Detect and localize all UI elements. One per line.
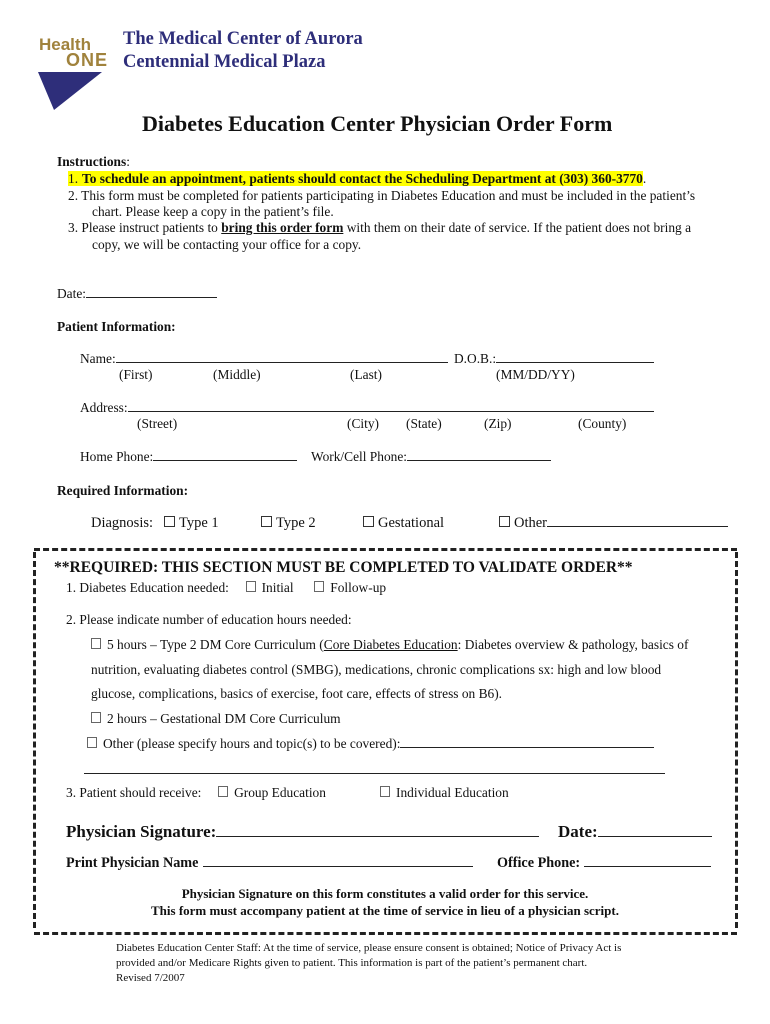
first-caption: (First) xyxy=(119,367,153,382)
option-5-hours xyxy=(91,637,688,653)
work-phone-label: Work/Cell Phone: xyxy=(311,449,407,464)
print-name-field[interactable] xyxy=(203,855,473,867)
option-5-link: Core Diabetes Education xyxy=(323,637,458,652)
street-caption: (Street) xyxy=(137,416,178,431)
q1-followup-label: Follow-up xyxy=(330,580,387,595)
healthone-logo xyxy=(36,30,116,112)
q3-label: 3. Patient should receive: xyxy=(66,785,202,800)
checkbox-type2[interactable] xyxy=(261,516,272,527)
checkbox-gestational[interactable] xyxy=(363,516,374,527)
home-phone-row xyxy=(80,449,297,465)
footer-line2: provided and/or Medicare Rights given to patient. This information is part of the patient’s permanent chart. xyxy=(116,957,588,969)
instructions-heading xyxy=(57,154,130,170)
home-phone-label: Home Phone: xyxy=(80,449,154,464)
required-section-left-border xyxy=(33,552,36,928)
instruction-2-line1: 2. This form must be completed for patients participating in Diabetes Education and must be included in the patient’s xyxy=(68,188,696,203)
county-caption: (County) xyxy=(578,416,627,431)
address-label: Address: xyxy=(80,400,128,415)
city-caption: (City) xyxy=(347,416,379,431)
diagnosis-type1[interactable] xyxy=(164,515,219,532)
checkbox-5-hours[interactable] xyxy=(91,638,101,649)
signature-date-row xyxy=(558,822,712,842)
name-field[interactable] xyxy=(116,351,448,363)
q2-label: 2. Please indicate number of education hours needed: xyxy=(66,612,352,627)
home-phone-field[interactable] xyxy=(153,449,297,461)
required-section-heading: **REQUIRED: THIS SECTION MUST BE COMPLETED TO VALIDATE ORDER** xyxy=(54,559,633,576)
signature-date-label: Date: xyxy=(558,822,598,841)
required-info-heading: Required Information: xyxy=(57,483,189,498)
instructions-colon: : xyxy=(126,154,130,169)
instruction-1-end: . xyxy=(642,171,647,186)
option-5-line3: glucose, complications, basics of exercise, foot care, effects of stress on B6). xyxy=(91,686,503,701)
instruction-3-line2: copy, we will be contacting your office for a copy. xyxy=(92,237,362,252)
required-section-right-border xyxy=(735,552,738,928)
physician-signature-label: Physician Signature: xyxy=(66,822,217,841)
option-other-field[interactable] xyxy=(400,736,654,748)
option-5-pre: 5 hours – Type 2 DM Core Curriculum ( xyxy=(107,637,324,652)
patient-info-heading: Patient Information: xyxy=(57,319,176,334)
last-caption: (Last) xyxy=(350,367,382,382)
office-phone-field[interactable] xyxy=(584,855,711,867)
option-2-label: 2 hours – Gestational DM Core Curriculum xyxy=(107,711,341,726)
checkbox-2-hours[interactable] xyxy=(91,712,101,723)
option-5-post: : Diabetes overview & pathology, basics of xyxy=(457,637,689,652)
diagnosis-other-label: Other xyxy=(514,515,548,531)
diagnosis-gestational-label: Gestational xyxy=(378,515,445,531)
instruction-1-text: To schedule an appointment, patients should contact the Scheduling Department at (303) 360-3770 xyxy=(78,171,643,186)
page-title: Diabetes Education Center Physician Order Form xyxy=(142,111,613,136)
q3-individual xyxy=(380,785,509,801)
diagnosis-type1-label: Type 1 xyxy=(179,515,219,531)
checkbox-other-hours[interactable] xyxy=(87,737,97,748)
address-field[interactable] xyxy=(128,400,654,412)
signature-date-field[interactable] xyxy=(598,823,712,837)
checkbox-individual-education[interactable] xyxy=(380,786,390,797)
diagnosis-other-field[interactable] xyxy=(547,515,728,527)
diagnosis-label: Diagnosis: xyxy=(91,515,154,531)
q1-row xyxy=(66,580,386,596)
footer-line1: Diabetes Education Center Staff: At the time of service, please ensure consent is obtained; Notice of Privacy Act is xyxy=(116,942,622,954)
option-other-line2[interactable] xyxy=(84,762,665,774)
q3-individual-label: Individual Education xyxy=(396,785,509,800)
diagnosis-type2[interactable] xyxy=(261,515,316,532)
checkbox-type1[interactable] xyxy=(164,516,175,527)
instructions-heading-text: Instructions xyxy=(57,154,127,169)
checkbox-initial[interactable] xyxy=(246,581,256,592)
diagnosis-gestational[interactable] xyxy=(363,515,444,532)
logo-health-text: Health xyxy=(39,35,91,54)
checkbox-group-education[interactable] xyxy=(218,786,228,797)
diagnosis-other[interactable] xyxy=(499,515,728,532)
q3-group-label: Group Education xyxy=(234,785,326,800)
signature-note-2: This form must accompany patient at the time of service in lieu of a physician script. xyxy=(151,903,619,918)
dob-label: D.O.B.: xyxy=(454,351,497,366)
address-row xyxy=(80,400,654,416)
header-line1: The Medical Center of Aurora xyxy=(123,29,363,49)
instruction-3-bold: bring this order form xyxy=(221,220,344,235)
header-line2: Centennial Medical Plaza xyxy=(123,52,326,72)
q3-row xyxy=(66,785,326,801)
zip-caption: (Zip) xyxy=(484,416,512,431)
state-caption: (State) xyxy=(406,416,442,431)
dob-caption: (MM/DD/YY) xyxy=(496,367,575,382)
checkbox-followup[interactable] xyxy=(314,581,324,592)
physician-signature-field[interactable] xyxy=(216,823,539,837)
work-phone-field[interactable] xyxy=(407,449,551,461)
instruction-3-pre: 3. Please instruct patients to xyxy=(68,220,222,235)
option-2-hours xyxy=(91,711,341,727)
option-5-line2: nutrition, evaluating diabetes control (SMBG), medications, chronic complications sx: high and low blood xyxy=(91,662,662,677)
print-name-label: Print Physician Name xyxy=(66,855,199,871)
q1-initial-label: Initial xyxy=(261,580,294,595)
instruction-3-post: with them on their date of service. If the patient does not bring a xyxy=(343,220,692,235)
name-label: Name: xyxy=(80,351,116,366)
instruction-1-number: 1. xyxy=(68,171,79,186)
instruction-1 xyxy=(68,171,646,187)
option-other xyxy=(87,736,654,752)
print-name-row xyxy=(66,855,473,872)
physician-signature-row xyxy=(66,822,539,842)
instruction-3 xyxy=(68,220,691,236)
name-row xyxy=(80,351,448,367)
date-field[interactable] xyxy=(86,286,217,298)
signature-note-1: Physician Signature on this form constitutes a valid order for this service. xyxy=(181,886,589,901)
footer-line3: Revised 7/2007 xyxy=(116,972,185,984)
checkbox-other[interactable] xyxy=(499,516,510,527)
dob-row xyxy=(454,351,654,367)
date-label: Date: xyxy=(57,286,86,301)
diagnosis-type2-label: Type 2 xyxy=(276,515,316,531)
dob-field[interactable] xyxy=(496,351,654,363)
instruction-2-line2: chart. Please keep a copy in the patient’s file. xyxy=(92,204,334,219)
office-phone-row xyxy=(497,855,711,872)
logo-one-text: ONE xyxy=(66,50,109,70)
office-phone-label: Office Phone: xyxy=(497,855,581,871)
date-row xyxy=(57,286,217,302)
middle-caption: (Middle) xyxy=(213,367,261,382)
work-phone-row xyxy=(311,449,551,465)
q1-label: 1. Diabetes Education needed: xyxy=(66,580,229,595)
option-other-label: Other (please specify hours and topic(s) to be covered): xyxy=(103,736,401,751)
